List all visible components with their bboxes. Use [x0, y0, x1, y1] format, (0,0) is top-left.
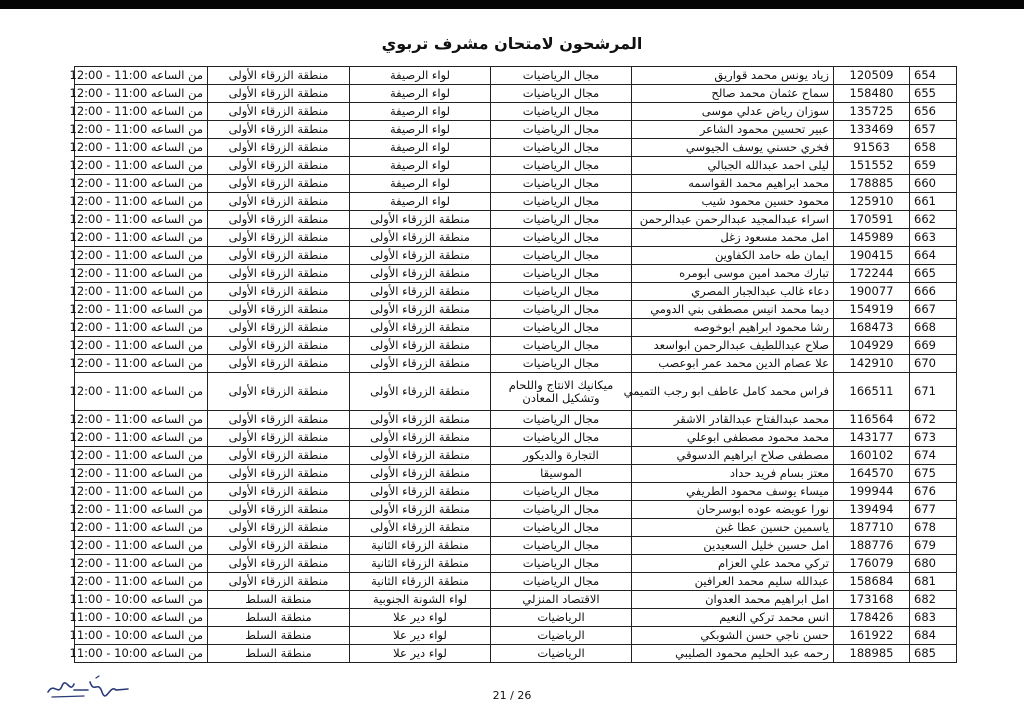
cell-exam-time: من الساعه 11:00 - 12:00: [75, 265, 208, 283]
cell-exam-time: من الساعه 11:00 - 12:00: [75, 85, 208, 103]
cell-location: منطقة الزرقاء الأولى: [350, 265, 491, 283]
cell-candidate-name: ميساء يوسف محمود الطريفي: [632, 483, 834, 501]
cell-directorate: منطقة السلط: [208, 609, 350, 627]
cell-exam-time: من الساعه 11:00 - 12:00: [75, 355, 208, 373]
cell-candidate-id: 104929: [834, 337, 910, 355]
cell-candidate-id: 125910: [834, 193, 910, 211]
cell-candidate-name: رحمه عبد الحليم محمود الصليبي: [632, 645, 834, 663]
table-row: [75, 591, 957, 609]
cell-directorate: منطقة الزرقاء الأولى: [208, 337, 350, 355]
table-row: [75, 355, 957, 373]
cell-candidate-name: ايمان طه حامد الكفاوين: [632, 247, 834, 265]
cell-exam-field: الموسيقا: [491, 465, 632, 483]
cell-candidate-name: سوزان رياض عدلي موسى: [632, 103, 834, 121]
table-row: [75, 555, 957, 573]
cell-directorate: منطقة الزرقاء الأولى: [208, 319, 350, 337]
table-row: [75, 67, 957, 85]
cell-exam-time: من الساعه 11:00 - 12:00: [75, 283, 208, 301]
cell-exam-field: مجال الرياضيات: [491, 283, 632, 301]
cell-serial: 660: [910, 175, 957, 193]
cell-candidate-id: 139494: [834, 501, 910, 519]
cell-candidate-name: زياد يونس محمد قواريق: [632, 67, 834, 85]
table-row: [75, 265, 957, 283]
cell-serial: 666: [910, 283, 957, 301]
cell-exam-time: من الساعه 11:00 - 12:00: [75, 429, 208, 447]
cell-candidate-name: محمد عبدالفتاح عبدالقادر الاشقر: [632, 411, 834, 429]
cell-candidate-id: 158480: [834, 85, 910, 103]
cell-candidate-name: سماح عثمان محمد صالح: [632, 85, 834, 103]
cell-candidate-id: 188776: [834, 537, 910, 555]
cell-exam-field: مجال الرياضيات: [491, 139, 632, 157]
cell-candidate-id: 187710: [834, 519, 910, 537]
cell-exam-field: الرياضيات: [491, 627, 632, 645]
cell-directorate: منطقة الزرقاء الأولى: [208, 139, 350, 157]
table-row: [75, 483, 957, 501]
cell-serial: 664: [910, 247, 957, 265]
table-row: [75, 465, 957, 483]
cell-location: منطقة الزرقاء الأولى: [350, 211, 491, 229]
cell-candidate-id: 135725: [834, 103, 910, 121]
cell-exam-time: من الساعه 11:00 - 12:00: [75, 67, 208, 85]
cell-location: منطقة الزرقاء الأولى: [350, 229, 491, 247]
cell-exam-field: مجال الرياضيات: [491, 67, 632, 85]
cell-location: منطقة الزرقاء الأولى: [350, 483, 491, 501]
cell-exam-time: من الساعه 10:00 - 11:00: [75, 609, 208, 627]
cell-candidate-id: 170591: [834, 211, 910, 229]
table-row: [75, 429, 957, 447]
table-row: [75, 411, 957, 429]
cell-exam-field: مجال الرياضيات: [491, 157, 632, 175]
cell-location: لواء الرصيفة: [350, 157, 491, 175]
cell-exam-time: من الساعه 11:00 - 12:00: [75, 103, 208, 121]
cell-candidate-id: 176079: [834, 555, 910, 573]
cell-exam-time: من الساعه 11:00 - 12:00: [75, 447, 208, 465]
cell-candidate-id: 168473: [834, 319, 910, 337]
cell-serial: 678: [910, 519, 957, 537]
cell-serial: 661: [910, 193, 957, 211]
cell-candidate-name: تركي محمد علي العزام: [632, 555, 834, 573]
cell-serial: 673: [910, 429, 957, 447]
cell-serial: 671: [910, 373, 957, 411]
cell-exam-time: من الساعه 11:00 - 12:00: [75, 411, 208, 429]
cell-candidate-id: 161922: [834, 627, 910, 645]
candidates-table: [69, 66, 957, 663]
cell-directorate: منطقة الزرقاء الأولى: [208, 121, 350, 139]
cell-location: منطقة الزرقاء الأولى: [350, 247, 491, 265]
cell-candidate-name: حسن ناجي حسن الشوبكي: [632, 627, 834, 645]
page-number: 21 / 26: [492, 689, 532, 702]
cell-candidate-id: 190415: [834, 247, 910, 265]
cell-candidate-name: معتز بسام فريد حداد: [632, 465, 834, 483]
cell-candidate-id: 154919: [834, 301, 910, 319]
cell-location: منطقة الزرقاء الثانية: [350, 573, 491, 591]
cell-serial: 677: [910, 501, 957, 519]
table-row: [75, 85, 957, 103]
cell-serial: 662: [910, 211, 957, 229]
cell-exam-time: من الساعه 11:00 - 12:00: [75, 175, 208, 193]
table-row: [75, 157, 957, 175]
cell-location: لواء الرصيفة: [350, 139, 491, 157]
cell-directorate: منطقة الزرقاء الأولى: [208, 211, 350, 229]
cell-exam-field: مجال الرياضيات: [491, 429, 632, 447]
cell-directorate: منطقة الزرقاء الأولى: [208, 247, 350, 265]
cell-candidate-id: 145989: [834, 229, 910, 247]
cell-location: منطقة الزرقاء الأولى: [350, 319, 491, 337]
cell-exam-time: من الساعه 11:00 - 12:00: [75, 121, 208, 139]
table-row: [75, 193, 957, 211]
cell-location: لواء دير علا: [350, 627, 491, 645]
cell-exam-time: من الساعه 11:00 - 12:00: [75, 483, 208, 501]
cell-exam-field: مجال الرياضيات: [491, 193, 632, 211]
cell-candidate-id: 158684: [834, 573, 910, 591]
cell-location: منطقة الزرقاء الأولى: [350, 411, 491, 429]
cell-serial: 684: [910, 627, 957, 645]
cell-location: منطقة الزرقاء الأولى: [350, 283, 491, 301]
cell-serial: 658: [910, 139, 957, 157]
cell-exam-time: من الساعه 11:00 - 12:00: [75, 573, 208, 591]
cell-exam-field: مجال الرياضيات: [491, 103, 632, 121]
cell-location: لواء الرصيفة: [350, 67, 491, 85]
cell-exam-field: مجال الرياضيات: [491, 121, 632, 139]
cell-directorate: منطقة الزرقاء الأولى: [208, 555, 350, 573]
cell-exam-field: مجال الرياضيات: [491, 265, 632, 283]
cell-directorate: منطقة الزرقاء الأولى: [208, 483, 350, 501]
cell-candidate-name: امل حسين خليل السعيدين: [632, 537, 834, 555]
cell-location: لواء الرصيفة: [350, 121, 491, 139]
cell-directorate: منطقة الزرقاء الأولى: [208, 465, 350, 483]
cell-directorate: منطقة الزرقاء الأولى: [208, 265, 350, 283]
cell-candidate-id: 160102: [834, 447, 910, 465]
cell-candidate-name: نورا عويضه عوده ابوسرحان: [632, 501, 834, 519]
cell-exam-time: من الساعه 11:00 - 12:00: [75, 465, 208, 483]
cell-candidate-name: علا عصام الدين محمد عمر ابوعصب: [632, 355, 834, 373]
table-row: [75, 139, 957, 157]
cell-exam-field: مجال الرياضيات: [491, 573, 632, 591]
cell-candidate-name: اسراء عبدالمجيد عبدالرحمن عبدالرحمن: [632, 211, 834, 229]
cell-candidate-id: 199944: [834, 483, 910, 501]
cell-exam-time: من الساعه 10:00 - 11:00: [75, 627, 208, 645]
cell-serial: 680: [910, 555, 957, 573]
cell-directorate: منطقة الزرقاء الأولى: [208, 501, 350, 519]
cell-directorate: منطقة السلط: [208, 645, 350, 663]
cell-serial: 657: [910, 121, 957, 139]
cell-exam-time: من الساعه 11:00 - 12:00: [75, 501, 208, 519]
cell-directorate: منطقة الزرقاء الأولى: [208, 429, 350, 447]
cell-exam-field: مجال الرياضيات: [491, 411, 632, 429]
cell-exam-field: ميكانيك الانتاج واللحام وتشكيل المعادن: [491, 373, 632, 411]
cell-candidate-name: محمود حسين محمود شيب: [632, 193, 834, 211]
cell-exam-time: من الساعه 11:00 - 12:00: [75, 373, 208, 411]
cell-location: لواء دير علا: [350, 609, 491, 627]
cell-directorate: منطقة الزرقاء الأولى: [208, 283, 350, 301]
page-title: المرشحون لامتحان مشرف تربوي: [381, 34, 643, 53]
cell-location: منطقة الزرقاء الأولى: [350, 301, 491, 319]
cell-exam-field: مجال الرياضيات: [491, 537, 632, 555]
table-row: [75, 609, 957, 627]
cell-serial: 679: [910, 537, 957, 555]
cell-location: منطقة الزرقاء الثانية: [350, 555, 491, 573]
cell-exam-time: من الساعه 11:00 - 12:00: [75, 139, 208, 157]
cell-candidate-name: رشا محمود ابراهيم ابوخوصه: [632, 319, 834, 337]
cell-directorate: منطقة الزرقاء الأولى: [208, 519, 350, 537]
cell-location: لواء الرصيفة: [350, 85, 491, 103]
cell-candidate-id: 142910: [834, 355, 910, 373]
table-row: [75, 337, 957, 355]
cell-serial: 659: [910, 157, 957, 175]
scan-top-edge: [0, 0, 1024, 9]
cell-exam-time: من الساعه 11:00 - 12:00: [75, 519, 208, 537]
cell-location: لواء دير علا: [350, 645, 491, 663]
cell-location: منطقة الزرقاء الأولى: [350, 501, 491, 519]
cell-candidate-name: عبير تحسين محمود الشاعر: [632, 121, 834, 139]
cell-serial: 665: [910, 265, 957, 283]
cell-directorate: منطقة الزرقاء الأولى: [208, 537, 350, 555]
cell-location: منطقة الزرقاء الأولى: [350, 447, 491, 465]
cell-serial: 683: [910, 609, 957, 627]
cell-candidate-id: 178885: [834, 175, 910, 193]
cell-candidate-name: دعاء غالب عبدالجبار المصري: [632, 283, 834, 301]
cell-candidate-name: مصطفى صلاح ابراهيم الدسوقي: [632, 447, 834, 465]
cell-exam-field: مجال الرياضيات: [491, 211, 632, 229]
cell-candidate-id: 190077: [834, 283, 910, 301]
cell-serial: 670: [910, 355, 957, 373]
table-row: [75, 121, 957, 139]
cell-directorate: منطقة السلط: [208, 591, 350, 609]
cell-location: لواء الرصيفة: [350, 103, 491, 121]
cell-directorate: منطقة الزرقاء الأولى: [208, 67, 350, 85]
cell-serial: 667: [910, 301, 957, 319]
cell-exam-field: مجال الرياضيات: [491, 483, 632, 501]
cell-directorate: منطقة الزرقاء الأولى: [208, 85, 350, 103]
cell-exam-field: الاقتصاد المنزلي: [491, 591, 632, 609]
cell-serial: 681: [910, 573, 957, 591]
cell-candidate-id: 133469: [834, 121, 910, 139]
table-row: [75, 573, 957, 591]
cell-exam-field: مجال الرياضيات: [491, 355, 632, 373]
cell-candidate-id: 166511: [834, 373, 910, 411]
cell-candidate-id: 178426: [834, 609, 910, 627]
cell-location: منطقة الزرقاء الأولى: [350, 373, 491, 411]
cell-candidate-name: محمد ابراهيم محمد القواسمه: [632, 175, 834, 193]
cell-directorate: منطقة الزرقاء الأولى: [208, 573, 350, 591]
cell-directorate: منطقة الزرقاء الأولى: [208, 229, 350, 247]
cell-exam-field: التجارة والديكور: [491, 447, 632, 465]
cell-directorate: منطقة الزرقاء الأولى: [208, 157, 350, 175]
cell-exam-time: من الساعه 10:00 - 11:00: [75, 591, 208, 609]
cell-directorate: منطقة الزرقاء الأولى: [208, 411, 350, 429]
cell-candidate-id: 188985: [834, 645, 910, 663]
cell-exam-time: من الساعه 10:00 - 11:00: [75, 645, 208, 663]
cell-directorate: منطقة الزرقاء الأولى: [208, 355, 350, 373]
cell-directorate: منطقة السلط: [208, 627, 350, 645]
cell-candidate-name: فراس محمد كامل عاطف ابو رجب التميمي: [632, 373, 834, 411]
cell-serial: 656: [910, 103, 957, 121]
cell-serial: 685: [910, 645, 957, 663]
cell-candidate-id: 91563: [834, 139, 910, 157]
cell-candidate-name: امل محمد مسعود زغل: [632, 229, 834, 247]
cell-serial: 654: [910, 67, 957, 85]
cell-location: منطقة الزرقاء الأولى: [350, 429, 491, 447]
cell-exam-field: الرياضيات: [491, 645, 632, 663]
cell-candidate-id: 116564: [834, 411, 910, 429]
cell-directorate: منطقة الزرقاء الأولى: [208, 373, 350, 411]
cell-exam-field: مجال الرياضيات: [491, 175, 632, 193]
cell-exam-time: من الساعه 11:00 - 12:00: [75, 337, 208, 355]
cell-candidate-id: 151552: [834, 157, 910, 175]
cell-serial: 668: [910, 319, 957, 337]
cell-exam-field: مجال الرياضيات: [491, 85, 632, 103]
table-row: [75, 283, 957, 301]
cell-exam-time: من الساعه 11:00 - 12:00: [75, 193, 208, 211]
table-row: [75, 373, 957, 411]
cell-candidate-name: امل ابراهيم محمد العدوان: [632, 591, 834, 609]
cell-exam-field: مجال الرياضيات: [491, 301, 632, 319]
cell-location: منطقة الزرقاء الأولى: [350, 355, 491, 373]
cell-serial: 655: [910, 85, 957, 103]
cell-candidate-id: 172244: [834, 265, 910, 283]
cell-location: منطقة الزرقاء الأولى: [350, 519, 491, 537]
table-row: [75, 103, 957, 121]
cell-exam-field: مجال الرياضيات: [491, 501, 632, 519]
cell-serial: 675: [910, 465, 957, 483]
table-row: [75, 301, 957, 319]
cell-exam-time: من الساعه 11:00 - 12:00: [75, 301, 208, 319]
table-body: [69, 67, 957, 663]
table-row: [75, 211, 957, 229]
cell-exam-time: من الساعه 11:00 - 12:00: [75, 229, 208, 247]
cell-serial: 674: [910, 447, 957, 465]
cell-exam-time: من الساعه 11:00 - 12:00: [75, 247, 208, 265]
table-row: [75, 447, 957, 465]
cell-serial: 672: [910, 411, 957, 429]
cell-candidate-name: صلاح عبداللطيف عبدالرحمن ابواسعد: [632, 337, 834, 355]
cell-directorate: منطقة الزرقاء الأولى: [208, 301, 350, 319]
cell-candidate-name: عبدالله سليم محمد العرافين: [632, 573, 834, 591]
cell-candidate-name: محمد محمود مصطفى ابوعلي: [632, 429, 834, 447]
table-row: [75, 501, 957, 519]
table-row: [75, 519, 957, 537]
cell-location: منطقة الزرقاء الثانية: [350, 537, 491, 555]
cell-location: لواء الرصيفة: [350, 175, 491, 193]
table-row: [75, 627, 957, 645]
cell-exam-field: مجال الرياضيات: [491, 519, 632, 537]
cell-exam-time: من الساعه 11:00 - 12:00: [75, 537, 208, 555]
cell-candidate-name: فخري حسني يوسف الجيوسي: [632, 139, 834, 157]
cell-candidate-id: 120509: [834, 67, 910, 85]
cell-exam-field: الرياضيات: [491, 609, 632, 627]
cell-exam-field: مجال الرياضيات: [491, 229, 632, 247]
table-row: [75, 319, 957, 337]
cell-exam-field: مجال الرياضيات: [491, 337, 632, 355]
cell-directorate: منطقة الزرقاء الأولى: [208, 103, 350, 121]
table-row: [75, 645, 957, 663]
cell-location: منطقة الزرقاء الأولى: [350, 465, 491, 483]
cell-location: لواء الرصيفة: [350, 193, 491, 211]
cell-exam-time: من الساعه 11:00 - 12:00: [75, 555, 208, 573]
handwritten-signature: [44, 672, 134, 702]
cell-candidate-id: 173168: [834, 591, 910, 609]
cell-exam-field: مجال الرياضيات: [491, 555, 632, 573]
table-row: [75, 247, 957, 265]
cell-candidate-id: 143177: [834, 429, 910, 447]
cell-candidate-name: ياسمين حسين عطا غبن: [632, 519, 834, 537]
cell-serial: 682: [910, 591, 957, 609]
cell-exam-time: من الساعه 11:00 - 12:00: [75, 319, 208, 337]
cell-exam-time: من الساعه 11:00 - 12:00: [75, 211, 208, 229]
cell-exam-field: مجال الرياضيات: [491, 319, 632, 337]
cell-location: منطقة الزرقاء الأولى: [350, 337, 491, 355]
cell-candidate-id: 164570: [834, 465, 910, 483]
cell-serial: 663: [910, 229, 957, 247]
cell-candidate-name: تبارك محمد امين موسى ابومره: [632, 265, 834, 283]
cell-candidate-name: ليلى احمد عبدالله الجبالي: [632, 157, 834, 175]
table-row: [75, 229, 957, 247]
cell-exam-field: مجال الرياضيات: [491, 247, 632, 265]
cell-serial: 676: [910, 483, 957, 501]
cell-serial: 669: [910, 337, 957, 355]
cell-location: لواء الشونة الجنوبية: [350, 591, 491, 609]
cell-directorate: منطقة الزرقاء الأولى: [208, 193, 350, 211]
cell-exam-time: من الساعه 11:00 - 12:00: [75, 157, 208, 175]
cell-directorate: منطقة الزرقاء الأولى: [208, 175, 350, 193]
table-row: [75, 175, 957, 193]
table-row: [75, 537, 957, 555]
cell-directorate: منطقة الزرقاء الأولى: [208, 447, 350, 465]
cell-candidate-name: انس محمد تركي النعيم: [632, 609, 834, 627]
cell-candidate-name: ديما محمد انيس مصطفى بني الدومي: [632, 301, 834, 319]
